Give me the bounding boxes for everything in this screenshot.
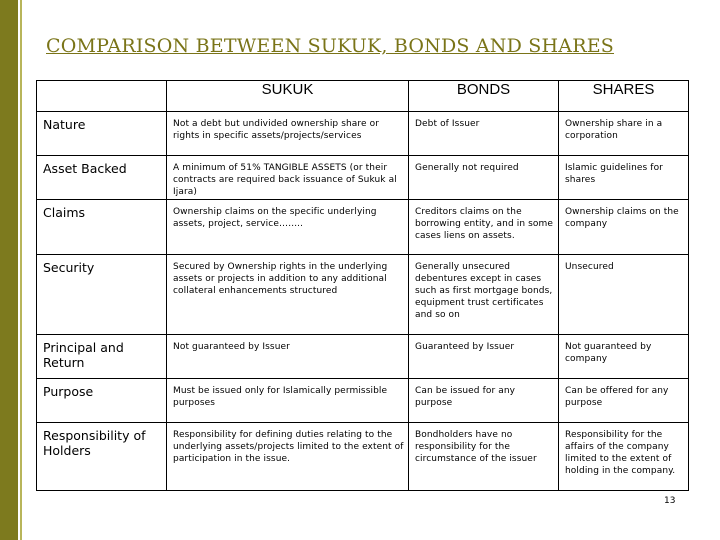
cell-sukuk: Not a debt but undivided ownership share or rights in specific assets/projects/services [167,112,409,156]
cell-bonds: Guaranteed by Issuer [409,335,559,379]
cell-bonds: Generally not required [409,156,559,200]
cell-sukuk: Secured by Ownership rights in the underlying assets or projects in addition to any additional collateral enhancements structured [167,255,409,335]
column-header-sukuk: SUKUK [167,81,409,112]
table-row-nature [37,112,689,156]
header-corner-cell [37,81,167,112]
cell-shares: Unsecured [559,255,689,335]
table-row-claims [37,200,689,255]
row-label: Nature [37,112,167,156]
cell-shares: Responsibility for the affairs of the company limited to the extent of holding in the company. [559,423,689,491]
left-accent-bar [0,0,18,540]
row-label: Responsibility of Holders [37,423,167,491]
row-label: Principal and Return [37,335,167,379]
row-label: Purpose [37,379,167,423]
slide-title: COMPARISON BETWEEN SUKUK, BONDS AND SHARES [46,35,614,57]
cell-shares: Not guaranteed by company [559,335,689,379]
cell-sukuk: Responsibility for defining duties relating to the underlying assets/projects limited to the extent of participation in the issue. [167,423,409,491]
cell-shares: Islamic guidelines for shares [559,156,689,200]
row-label: Security [37,255,167,335]
row-label: Asset Backed [37,156,167,200]
cell-sukuk: A minimum of 51% TANGIBLE ASSETS (or their contracts are required back issuance of Sukuk al Ijara) [167,156,409,200]
cell-shares: Can be offered for any purpose [559,379,689,423]
cell-bonds: Bondholders have no responsibility for the circumstance of the issuer [409,423,559,491]
cell-sukuk: Must be issued only for Islamically permissible purposes [167,379,409,423]
cell-shares: Ownership share in a corporation [559,112,689,156]
comparison-table [36,80,689,491]
left-accent-stripe [20,0,22,540]
column-header-shares: SHARES [559,81,689,112]
table-row-purpose [37,379,689,423]
cell-bonds: Generally unsecured debentures except in cases such as first mortgage bonds, equipment trust certificates and so on [409,255,559,335]
table-header-row [37,81,689,112]
page-number: 13 [664,496,676,506]
column-header-bonds: BONDS [409,81,559,112]
cell-shares: Ownership claims on the company [559,200,689,255]
cell-bonds: Debt of Issuer [409,112,559,156]
cell-sukuk: Ownership claims on the specific underlying assets, project, service…….. [167,200,409,255]
cell-bonds: Creditors claims on the borrowing entity, and in some cases liens on assets. [409,200,559,255]
row-label: Claims [37,200,167,255]
cell-bonds: Can be issued for any purpose [409,379,559,423]
table-row-security [37,255,689,335]
table-row-asset-backed [37,156,689,200]
table-row-principal-return [37,335,689,379]
cell-sukuk: Not guaranteed by Issuer [167,335,409,379]
table-row-responsibility [37,423,689,491]
